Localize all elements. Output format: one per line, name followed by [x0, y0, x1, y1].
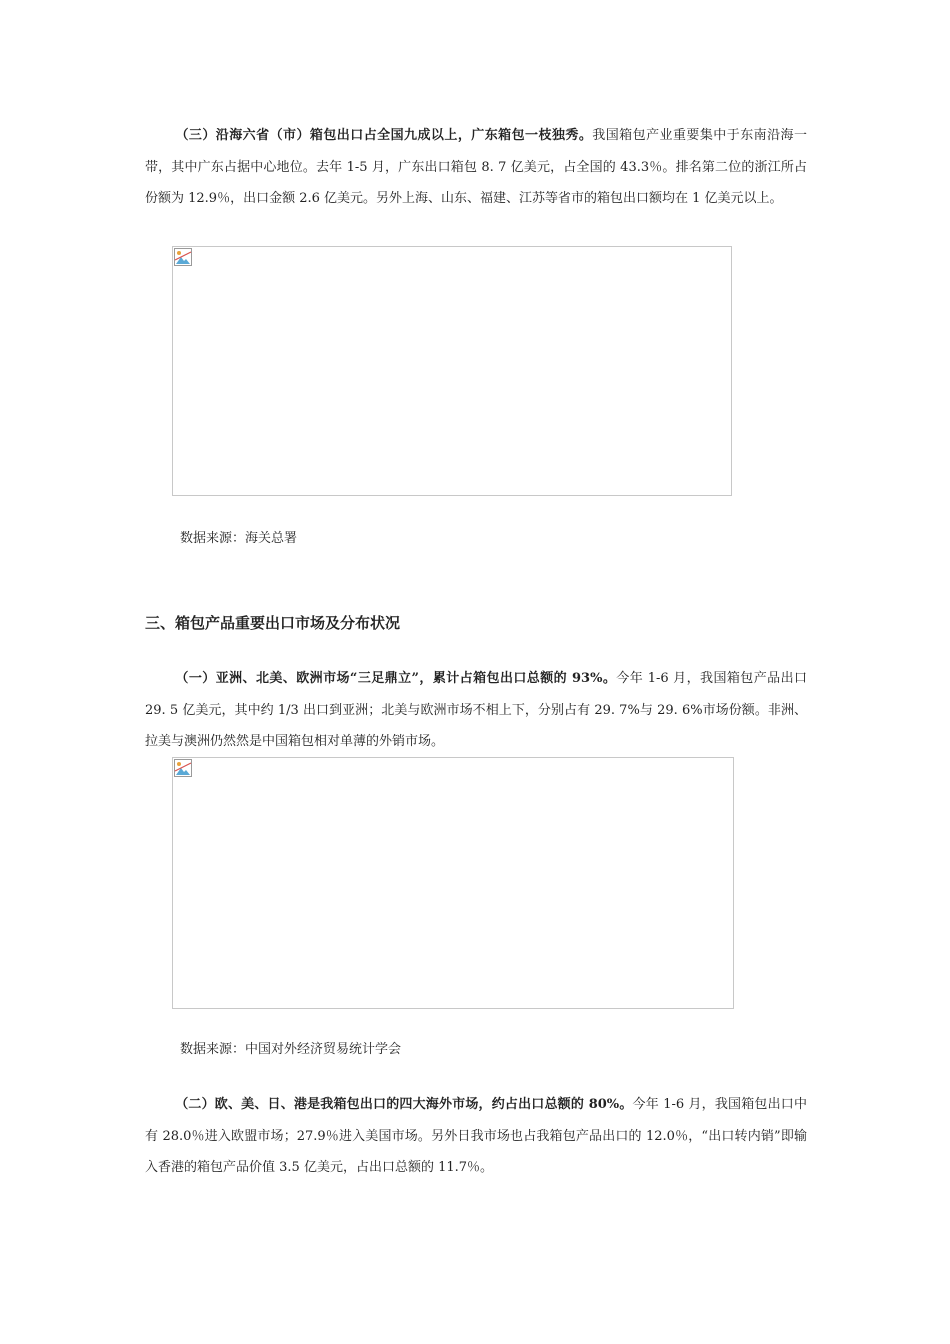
paragraph-lead: （二）欧、美、日、港是我箱包出口的四大海外市场，约占出口总额的 80%。 — [175, 1097, 633, 1112]
paragraph-body: 今年 1-6 月，我国箱包出口中有 28.0％进入欧盟市场；27.9％进入美国市场。另外日我市场也占我箱包产品出口的 12.0％，“出口转内销”即输入香港的箱包产品价值 3.5 亿美元，占出口总额的 11.7％。 — [145, 1097, 807, 1175]
broken-image-icon — [174, 248, 192, 266]
paragraph-lead: （一）亚洲、北美、欧洲市场“三足鼎立”，累计占箱包出口总额的 93%。 — [175, 671, 617, 686]
missing-chart-image — [172, 246, 732, 496]
section-heading: 三、箱包产品重要出口市场及分布状况 — [145, 614, 401, 632]
paragraph-body: 我国箱包产业重要集中于东南沿海一带，其中广东占据中心地位。去年 1-5 月，广东出口箱包 8. 7 亿美元，占全国的 43.3％。排名第二位的浙江所占份额为 12.9％，出口金额 2.6 亿美元。另外上海、山东、福建、江苏等省市的箱包出口额均在 1 亿美元以上。 — [145, 128, 807, 206]
missing-chart-image — [172, 757, 734, 1009]
paragraph-coastal-provinces — [145, 120, 807, 215]
figure-source: 数据来源：中国对外经济贸易统计学会 — [180, 1042, 402, 1057]
paragraph-three-markets — [145, 663, 807, 758]
broken-image-icon — [174, 759, 192, 777]
paragraph-lead: （三）沿海六省（市）箱包出口占全国九成以上，广东箱包一枝独秀。 — [175, 128, 593, 143]
paragraph-four-markets — [145, 1089, 807, 1184]
paragraph-body: 今年 1-6 月，我国箱包产品出口 29. 5 亿美元，其中约 1/3 出口到亚洲；北美与欧洲市场不相上下，分别占有 29. 7%与 29. 6%市场份额。非洲、拉美与澳洲仍然然是中国箱包相对单薄的外销市场。 — [145, 671, 807, 749]
figure-source: 数据来源：海关总署 — [180, 531, 298, 546]
